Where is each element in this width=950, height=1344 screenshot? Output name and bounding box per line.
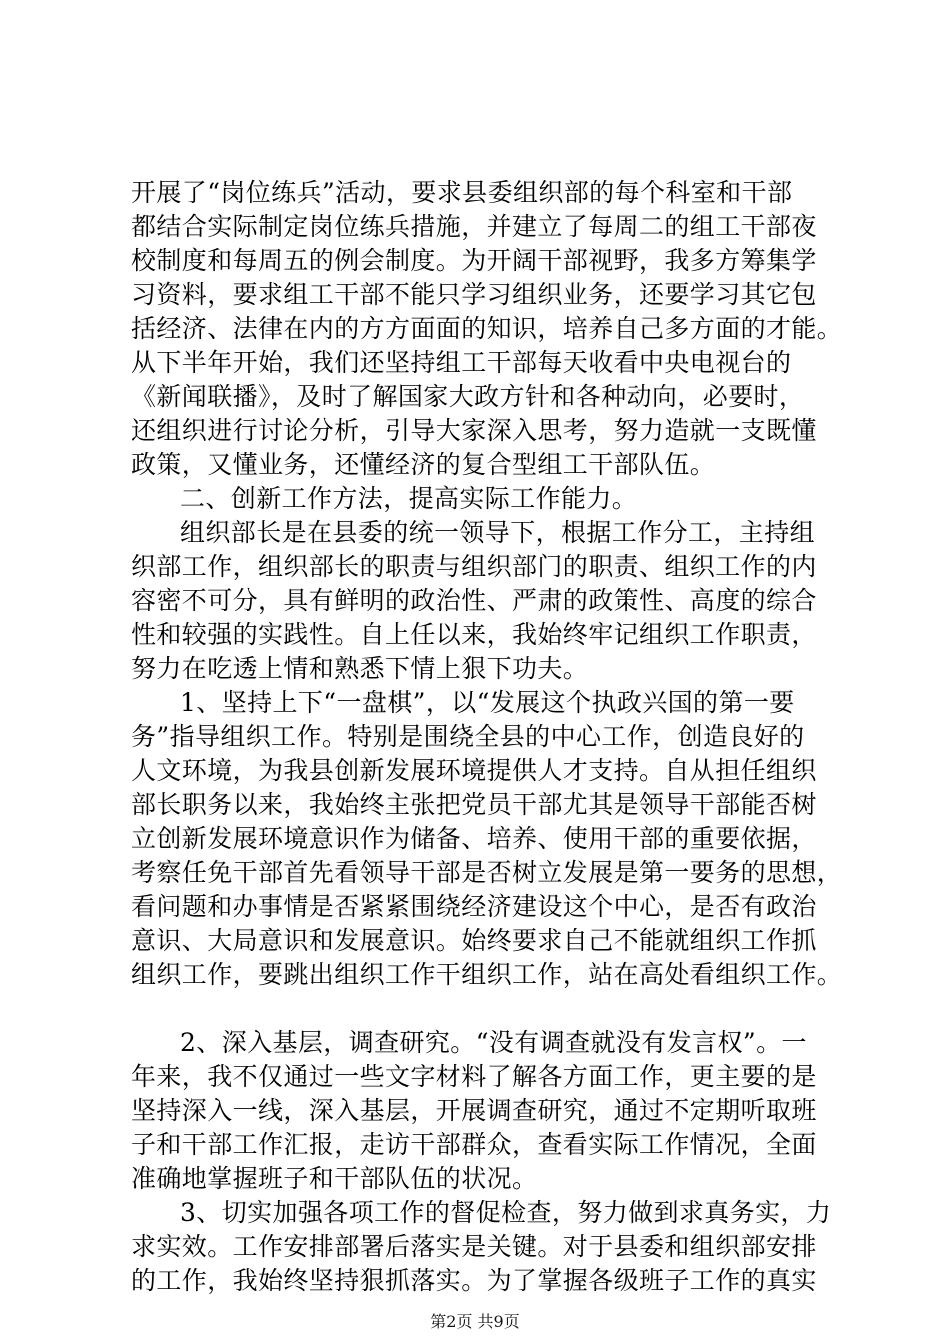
body-text-line: 织部工作，组织部长的职责与组织部门的职责、组织工作的内 [131,552,817,581]
body-text-line: 都结合实际制定岗位练兵措施，并建立了每周二的组工干部夜 [131,212,817,241]
body-text-line: 准确地掌握班子和干部队伍的状况。 [131,1164,538,1193]
body-text-line: 组织工作，要跳出组织工作干组织工作，站在高处看组织工作。 [131,960,843,989]
body-text-line: 考察任免干部首先看领导干部是否树立发展是第一要务的思想， [131,858,843,887]
body-text-line: 立创新发展环境意识作为储备、培养、使用干部的重要依据， [131,824,817,853]
body-text-line: 求实效。工作安排部署后落实是关键。对于县委和组织部安排 [131,1232,817,1261]
section-heading: 二、创新工作方法，提高实际工作能力。 [180,484,638,513]
body-text-line: 的工作，我始终坚持狠抓落实。为了掌握各级班子工作的真实 [131,1266,817,1295]
body-text-line: 年来，我不仅通过一些文字材料了解各方面工作，更主要的是 [131,1062,817,1091]
body-text-line: 校制度和每周五的例会制度。为开阔干部视野，我多方筹集学 [131,246,817,275]
body-text-line: 看问题和办事情是否紧紧围绕经济建设这个中心，是否有政治 [131,892,817,921]
body-text-line: 容密不可分，具有鲜明的政治性、严肃的政策性、高度的综合 [131,586,817,615]
body-text-line: 努力在吃透上情和熟悉下情上狠下功夫。 [131,654,589,683]
body-text-line: 习资料，要求组工干部不能只学习组织业务，还要学习其它包 [131,280,817,309]
body-text-line: 性和较强的实践性。自上任以来，我始终牢记组织工作职责， [131,620,817,649]
body-text-line: 括经济、法律在内的方方面面的知识，培养自己多方面的才能。 [131,314,843,343]
body-text-line: 坚持深入一线，深入基层，开展调查研究，通过不定期听取班 [131,1096,817,1125]
body-text-line: 部长职务以来，我始终主张把党员干部尤其是领导干部能否树 [131,790,817,819]
body-text-line: 开展了“岗位练兵”活动，要求县委组织部的每个科室和干部 [131,178,793,207]
body-text-line: 《新闻联播》，及时了解国家大政方针和各种动向，必要时， [131,382,805,411]
body-text-line: 人文环境，为我县创新发展环境提供人才支持。自从担任组织 [131,756,817,785]
body-text-line: 还组织进行讨论分析，引导大家深入思考，努力造就一支既懂 [131,416,817,445]
page-number-footer: 第2页 共9页 [430,1312,520,1331]
body-text-line: 务”指导组织工作。特别是围绕全县的中心工作，创造良好的 [131,722,805,751]
body-text-line: 3、切实加强各项工作的督促检查，努力做到求真务实，力 [180,1198,832,1227]
body-text-line: 1、坚持上下“一盘棋”，以“发展这个执政兴国的第一要 [180,688,795,717]
body-text-line: 政策，又懂业务，还懂经济的复合型组工干部队伍。 [131,450,716,479]
body-text-line: 组织部长是在县委的统一领导下，根据工作分工，主持组 [180,518,816,547]
body-text-line: 2、深入基层，调查研究。“没有调查就没有发言权”。一 [180,1028,807,1057]
body-text-line: 意识、大局意识和发展意识。始终要求自己不能就组织工作抓 [131,926,817,955]
body-text-line: 从下半年开始，我们还坚持组工干部每天收看中央电视台的 [131,348,792,377]
body-text-line: 子和干部工作汇报，走访干部群众，查看实际工作情况，全面 [131,1130,817,1159]
